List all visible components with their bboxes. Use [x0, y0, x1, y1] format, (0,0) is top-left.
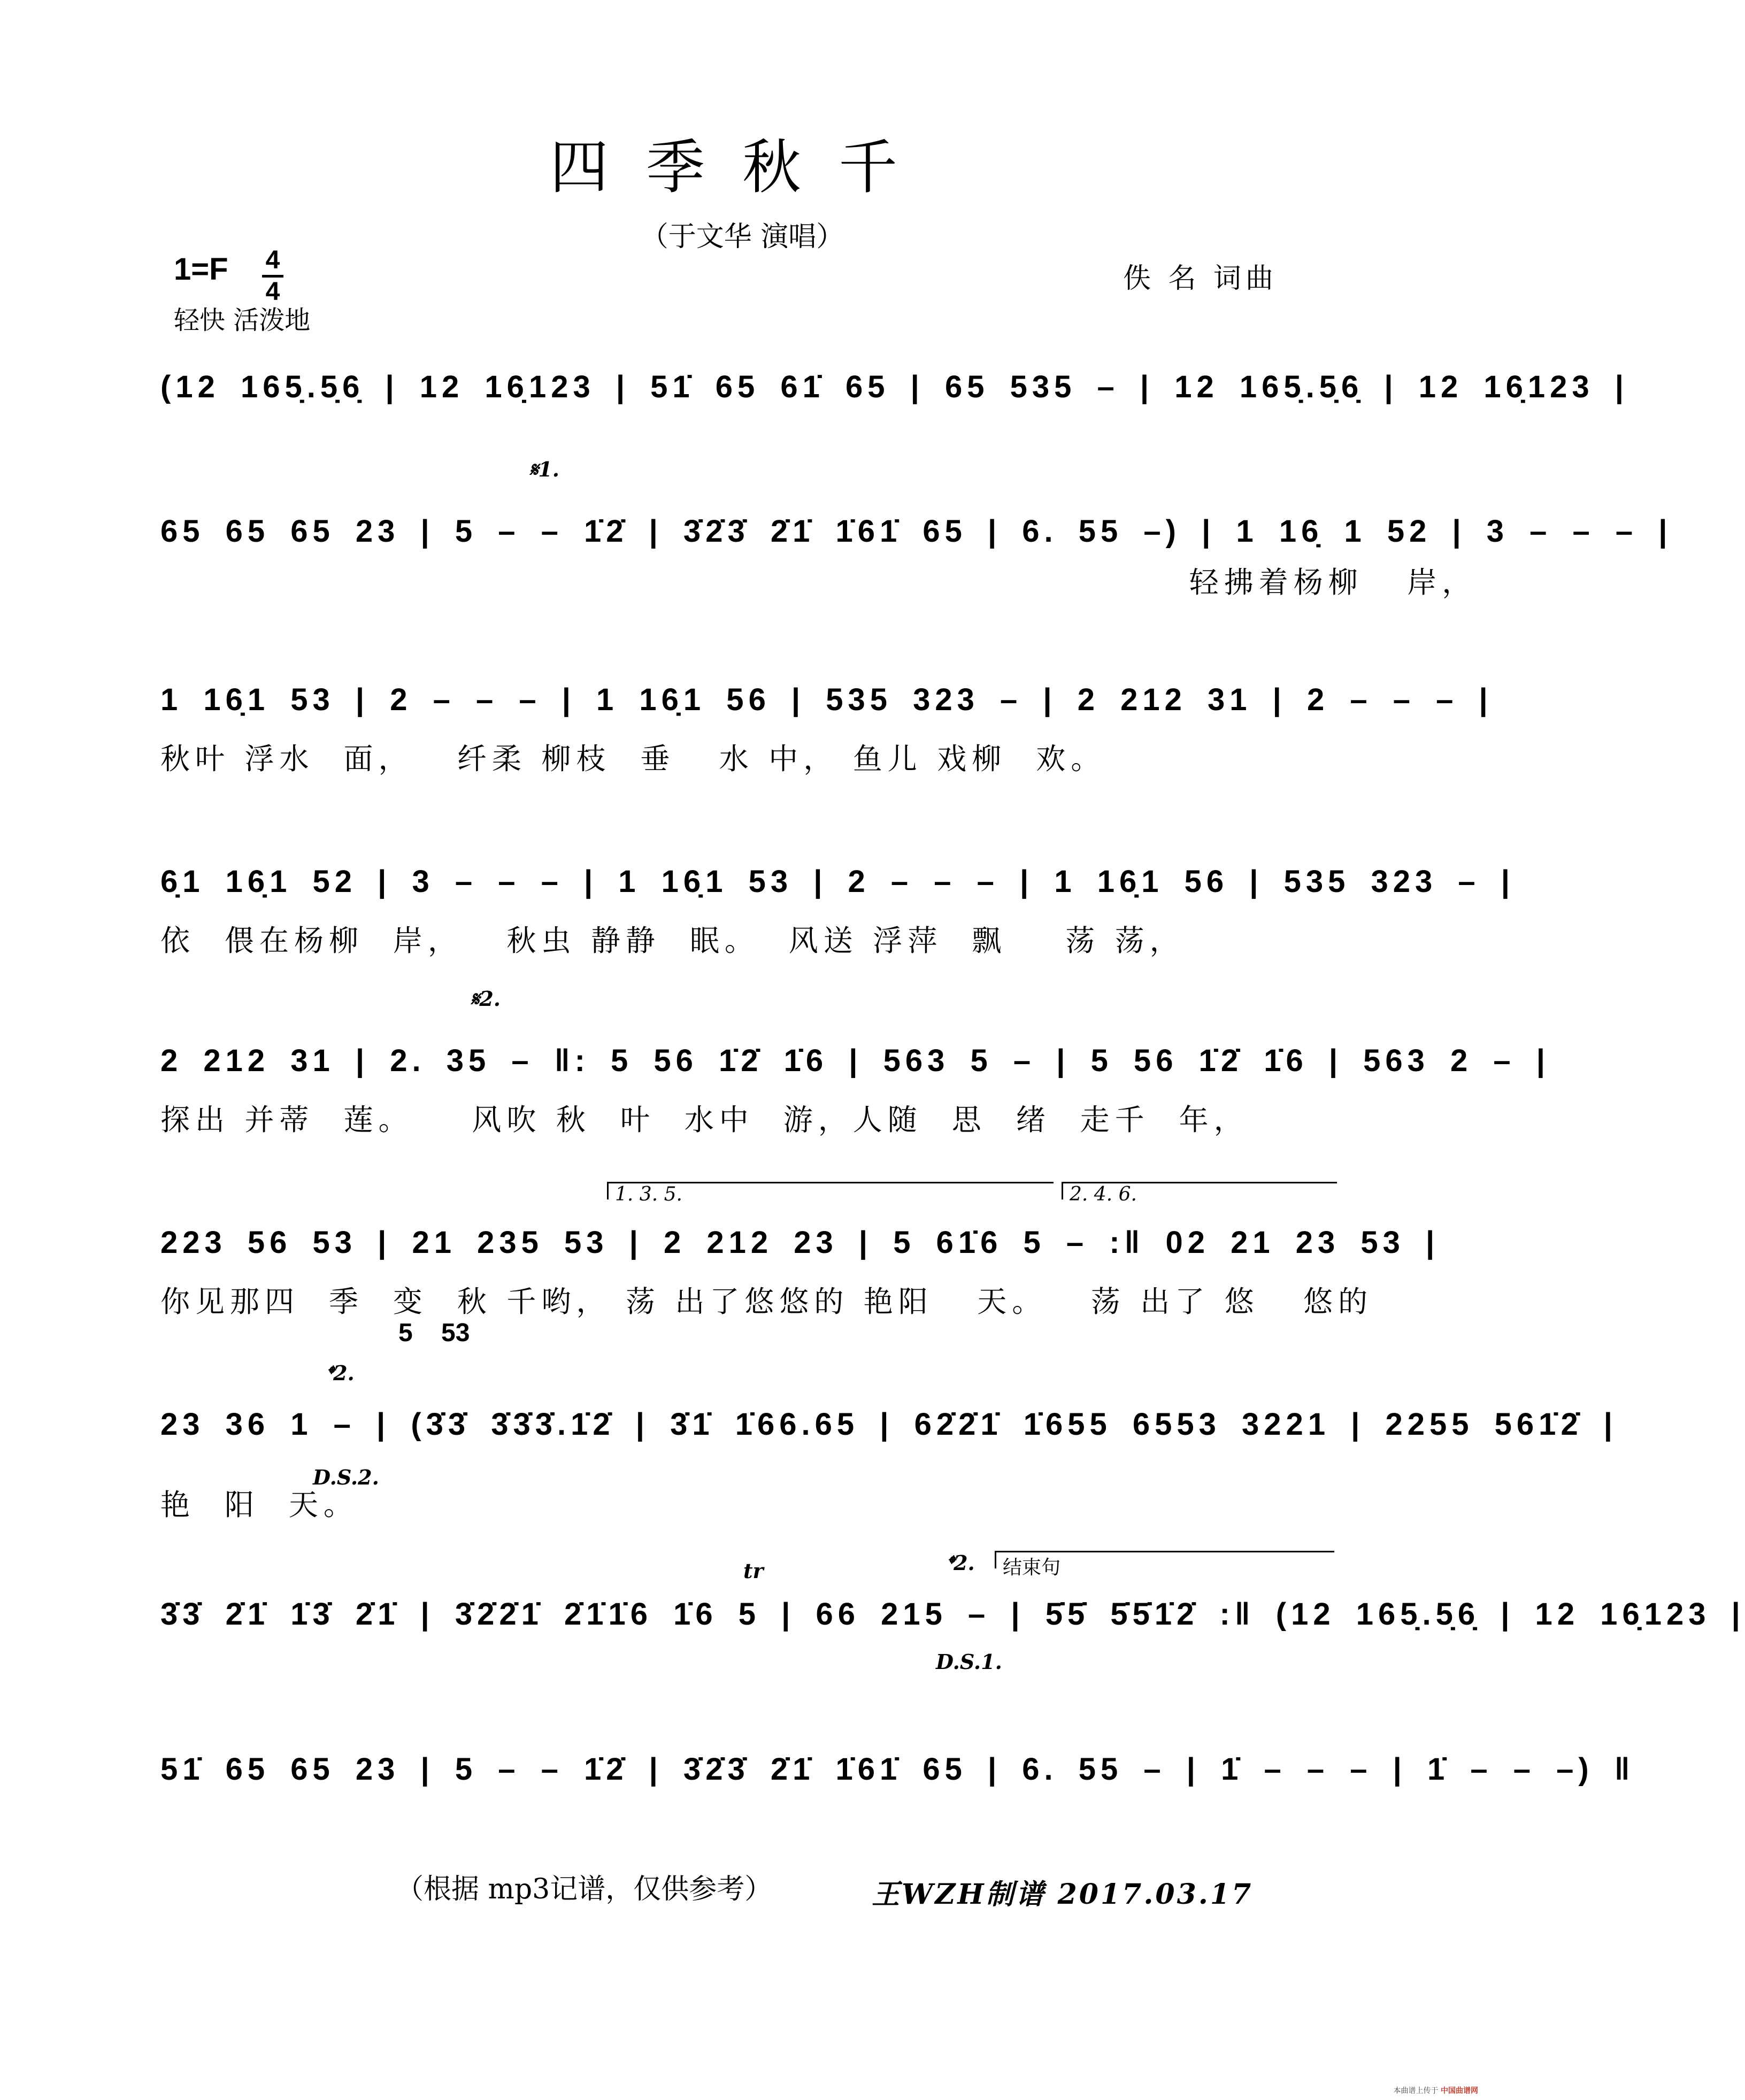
- credit-prefix: 本曲谱上传于: [1393, 2087, 1439, 2095]
- upload-credit: [1394, 2085, 1478, 2096]
- site-brand: 中国曲谱网: [1441, 2087, 1478, 2095]
- notation-line: (12 165̣.5̣6̣ | 12 16̣123 | 51̇ 65 61̇ 65 | 65 535 – | 12 165̣.5̣6̣ | 12 16̣123 |: [160, 370, 1628, 404]
- transcription-note: （根据 mp3记谱，仅供参考）: [396, 1873, 773, 1905]
- harmony-notes: 5 53: [398, 1319, 470, 1347]
- performer-subtitle: （于文华 演唱）: [640, 221, 844, 253]
- ending-section-bracket: 结束句: [995, 1551, 1334, 1568]
- notation-line: 3̇3̇ 2̇1̇ 1̇3̇ 2̇1̇ | 3̇2̇2̇1̇ 2̇1̇1̇6 1̇6 5 | 66 215 – | 5̇5̇ 5̇5̇1̇2̇ :‖ (12 165̣.5̣6̣ | 12 16̣123 |: [160, 1597, 1745, 1632]
- meter-top: 4: [265, 246, 280, 274]
- notation-line: 1 16̣1 53 | 2 – – – | 1 16̣1 56 | 535 323 – | 2 212 31 | 2 – – – |: [160, 682, 1493, 717]
- segno-mark: 𝄋1.: [529, 457, 560, 481]
- lyrics-line: 艳 阳 天。: [160, 1488, 358, 1522]
- tempo-marking: 轻快 活泼地: [174, 305, 311, 335]
- notation-line: 223 56 53 | 21 235 53 | 2 212 23 | 5 61̇6 5 – :‖ 02 21 23 53 |: [160, 1225, 1440, 1260]
- notation-line: 6̣1 16̣1 52 | 3 – – – | 1 16̣1 53 | 2 – – – | 1 16̣1 56 | 535 323 – |: [160, 864, 1515, 899]
- lyrics-line: 轻拂着杨柳 岸，: [160, 565, 1477, 599]
- second-ending-bracket: 2. 4. 6.: [1062, 1182, 1337, 1199]
- coda-mark: 𝄌2.: [947, 1551, 975, 1575]
- dal-segno-mark: D.S.2.: [313, 1465, 379, 1489]
- author-credit: 佚 名 词曲: [1123, 263, 1278, 295]
- lyrics-line: 你见那四 季 变 秋 千哟， 荡 出了悠悠的 艳阳 天。 荡 出了 悠 悠的: [160, 1284, 1373, 1319]
- lyrics-line: 探出 并蒂 莲。 风吹 秋 叶 水中 游，人随 思 绪 走千 年，: [160, 1103, 1249, 1137]
- coda-mark: 𝄌2.: [326, 1361, 355, 1385]
- key-signature: 1=F: [174, 252, 228, 287]
- lyrics-line: 秋叶 浮水 面， 纤柔 柳枝 垂 水 中， 鱼儿 戏柳 欢。: [160, 742, 1106, 776]
- lyrics-line: 依 偎在杨柳 岸， 秋虫 静静 眠。 风送 浮萍 飘 荡 荡，: [160, 924, 1185, 958]
- dal-segno-mark: D.S.1.: [936, 1650, 1002, 1674]
- transcriber-signature: 王WZH制谱 2017.03.17: [872, 1878, 1254, 1911]
- song-title: 四季秋千: [550, 133, 935, 202]
- meter-bottom: 4: [265, 278, 280, 306]
- notation-line: 2 212 31 | 2. 35 – ‖: 5 56 1̇2̇ 1̇6 | 563 5 – | 5 56 1̇2̇ 1̇6 | 563 2 – |: [160, 1043, 1550, 1078]
- segno-mark: 𝄋2.: [471, 987, 501, 1011]
- time-signature: [262, 246, 283, 306]
- notation-line: 65 65 65 23 | 5 – – 1̇2̇ | 3̇2̇3̇ 2̇1̇ 1̇61̇ 65 | 6. 55 –) | 1 16̣ 1 52 | 3 – – – |: [160, 514, 1672, 549]
- first-ending-bracket: 1. 3. 5.: [607, 1182, 1054, 1199]
- notation-line: 23 36 1 – | (3̇3̇ 3̇3̇3̇.1̇2̇ | 3̇1̇ 1̇66.65 | 62̇2̇1̇ 1̇655 6553 3221 | 2255 561̇2̇ |: [160, 1407, 1618, 1442]
- notation-line: 51̇ 65 65 23 | 5 – – 1̇2̇ | 3̇2̇3̇ 2̇1̇ 1̇61̇ 65 | 6. 55 – | 1̇ – – – | 1̇ – – –) ‖: [160, 1752, 1635, 1787]
- trill-mark: tr: [743, 1559, 764, 1583]
